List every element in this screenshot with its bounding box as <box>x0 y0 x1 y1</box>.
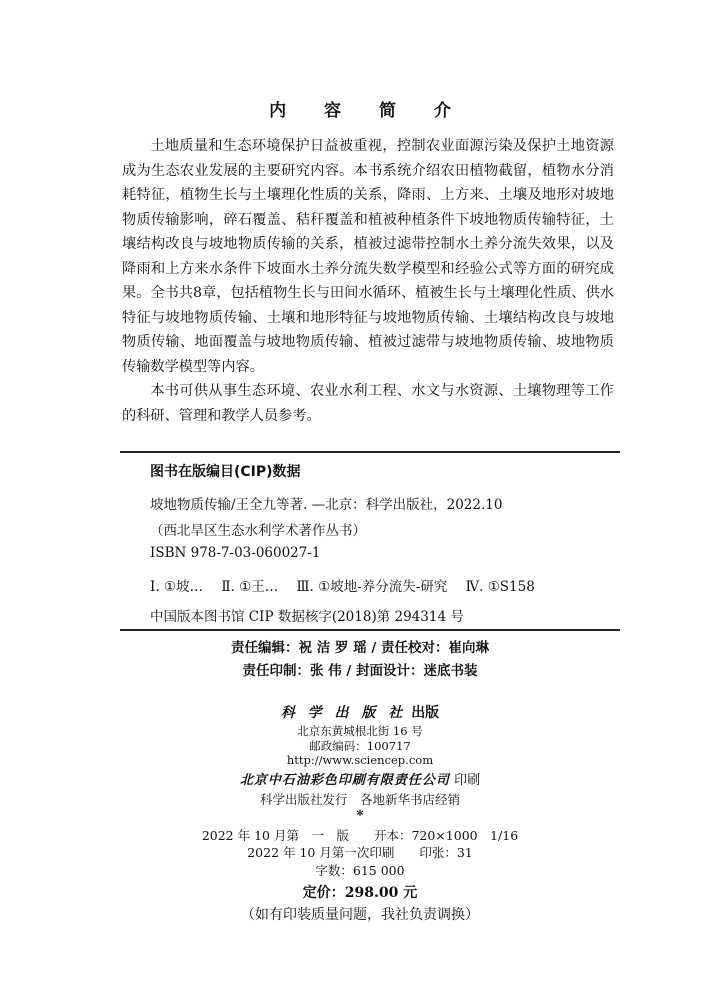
staff-editors: 责任编辑：祝 洁 罗 瑶 / 责任校对：崔向琳 <box>231 640 489 656</box>
cip-class-3: Ⅲ. ①坡地-养分流失-研究 <box>296 579 448 595</box>
word-count: 字数：615 000 <box>315 863 405 878</box>
cip-box <box>120 451 620 631</box>
printer-line <box>0 769 720 788</box>
cip-class-1: Ⅰ. ①坡… <box>150 579 204 595</box>
cip-class-2: Ⅱ. ①王… <box>221 579 279 595</box>
summary-body <box>122 134 614 428</box>
summary-paragraph-1: 土地质量和生态环境保护日益被重视，控制农业面源污染及保护土地资源成为生态农业发展的主要研究内容。本书系统介绍农田植物截留，植物水分消耗特征，植物生长与土壤理化性质的关系，降雨、上方来、土壤及地形对坡地物质传输影响，碎石覆盖、秸秆覆盖和植被种植条件下坡地物质传输特征，土壤结构改良与坡地物质传输的关系，植被过滤带控制水土养分流失效果，以及降雨和上方来水条件下坡面水土养分流失数学模型和经验公式等方面的研究成果。全书共8章，包括植物生长与田间水循环、植被生长与土壤理化性质、供水特征与坡地物质传输、土壤和地形特征与坡地物质传输、土壤结构改良与坡地物质传输、地面覆盖与坡地物质传输、植被过滤带与坡地物质传输、坡地物质传输数学模型等内容。 <box>122 138 614 375</box>
printing-line: 2022 年 10 月第一次印刷 印张：31 <box>247 845 473 860</box>
publisher-line <box>0 702 720 722</box>
cip-class-4: Ⅳ. ①S158 <box>465 579 535 595</box>
distribution-line: 科学出版社发行 各地新华书店经销 <box>259 792 460 807</box>
price: 定价：298.00 元 <box>302 885 418 901</box>
publisher-suffix: 出版 <box>411 705 440 721</box>
cip-title-line: 坡地物质传输/王全九等著. —北京：科学出版社，2022.10 <box>150 497 503 513</box>
cip-series-line: （西北旱区生态水利学术著作丛书） <box>150 523 366 539</box>
publisher-name: 科 学 出 版 社 <box>280 705 407 721</box>
printer-suffix: 印刷 <box>454 773 481 788</box>
publisher-postcode: 邮政编码：100717 <box>309 739 411 753</box>
cip-number: 中国版本图书馆 CIP 数据核字(2018)第 294314 号 <box>150 609 464 625</box>
printer-name: 北京中石油彩色印刷有限责任公司 <box>239 773 450 788</box>
cip-heading: 图书在版编目(CIP)数据 <box>150 464 301 480</box>
staff-production: 责任印制：张 伟 / 封面设计：迷底书装 <box>242 663 478 679</box>
summary-title: 内 容 简 介 <box>269 101 467 121</box>
separator-star: * <box>356 808 364 824</box>
publisher-website: http://www.sciencep.com <box>286 753 434 767</box>
edition-line: 2022 年 10 月第 一 版 开本：720×1000 1/16 <box>201 828 519 843</box>
cip-isbn: ISBN 978-7-03-060027-1 <box>150 545 321 561</box>
summary-paragraph-2: 本书可供从事生态环境、农业水利工程、水文与水资源、土壤物理等工作的科研、管理和教学人员参考。 <box>122 383 614 424</box>
quality-notice: （如有印装质量问题，我社负责调换） <box>241 907 479 923</box>
publisher-address: 北京东黄城根北街 16 号 <box>297 724 423 738</box>
cip-classification <box>150 575 535 595</box>
